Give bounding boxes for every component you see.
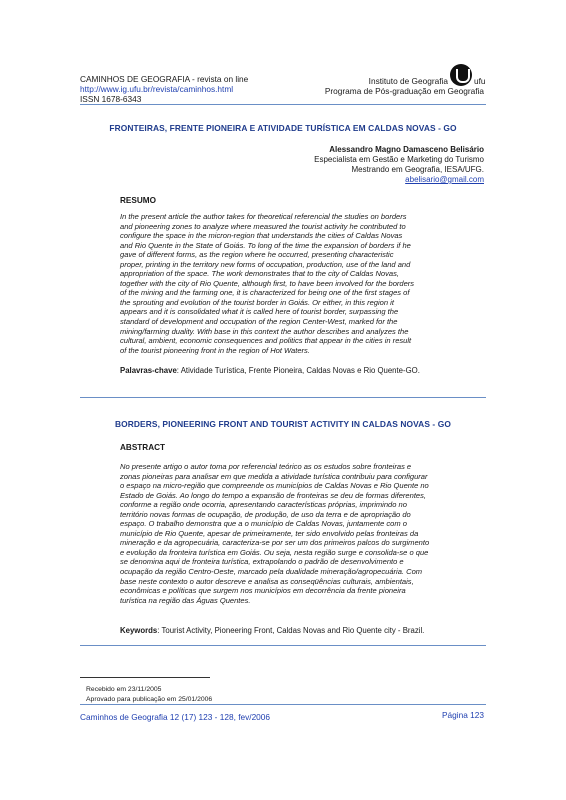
title-pt: FRONTEIRAS, FRENTE PIONEIRA E ATIVIDADE TURÍSTICA EM CALDAS NOVAS - GO [109, 123, 457, 133]
program-name: Programa de Pós-graduação em Geografia [324, 86, 484, 97]
keywords [120, 626, 424, 635]
logo-text: ufu [474, 76, 486, 86]
institute-name: Instituto de Geografia [368, 76, 448, 86]
journal-name: CAMINHOS DE GEOGRAFIA - revista on line [80, 74, 249, 84]
author-line-2: Mestrando em Geografia, IESA/UFG. [351, 165, 484, 174]
text-line: In the present article the author takes for theoretical referencial the studies on borders [120, 212, 407, 221]
resumo-heading: RESUMO [120, 196, 156, 205]
palavras-chave [120, 366, 420, 375]
text-line: turística na região das Águas Quentes. [120, 595, 251, 605]
text-line: o espaço na micro-região que compreende os municípios de Caldas Novas e Rio Quente no [120, 481, 429, 491]
text-line: No presente artigo o autor toma por referencial teórico as os estudos sobre fronteiras e [120, 462, 412, 471]
journal-header [80, 74, 248, 105]
abstract-body [120, 462, 448, 605]
abstract-heading: ABSTRACT [120, 443, 166, 452]
footnote [86, 685, 212, 704]
text-line: se denomina aqui de fronteira turística, extrapolando o padrão de desenvolvimento e [120, 557, 404, 567]
header-divider [80, 104, 486, 105]
title-en: BORDERS, PIONEERING FRONT AND TOURIST ACTIVITY IN CALDAS NOVAS - GO [115, 419, 451, 429]
keywords-text: : Tourist Activity, Pioneering Front, Caldas Novas and Rio Quente city - Brazil. [157, 626, 425, 635]
text-line: base neste contexto o autor descreve e analisa as conseqüências culturais, ambientais, [120, 576, 414, 586]
received-date: Recebido em 23/11/2005 [86, 686, 162, 693]
footnote-divider [80, 677, 210, 678]
author-line-1: Especialista em Gestão e Marketing do Turismo [314, 155, 484, 164]
text-line: the sprouting and evolution of the tourist border in Goiás. Or either, in this region it [120, 297, 394, 307]
palavras-chave-label: Palavras-chave [120, 366, 177, 375]
text-line: mining/farming duality. With base in this context the author describes and analyzes the [120, 326, 409, 336]
issn: ISSN 1678-6343 [80, 94, 142, 105]
text-line: configure the space in the micron-region that understands the cities of Caldas Novas [120, 231, 403, 241]
text-line: standard of development and occupation of the region Center-West, marked for the [120, 317, 398, 327]
footer-divider [80, 704, 486, 705]
text-line: território novas formas de ocupação, de produção, de uso da terra e de apropriação do [120, 509, 411, 519]
author-name: Alessandro Magno Damasceno Belisário [329, 145, 484, 154]
palavras-chave-text: : Atividade Turística, Frente Pioneira, Caldas Novas e Rio Quente-GO. [176, 366, 420, 375]
text-line: econômicas e políticas que surgem nos municípios em decorrência da frente pioneira [120, 586, 406, 596]
text-line: of the mining and the farming one, it is characterized for being one of the first stages of [120, 288, 410, 298]
text-line: Estado de Goiás. Ao longo do tempo a expansão de fronteiras se deu de formas diferentes, [120, 490, 426, 500]
text-line: proper, printing in the territory new forms of occupation, production, use of the land and [120, 259, 411, 269]
text-line: espaço. O trabalho demonstra que a o município de Caldas Novas, juntamente com o [120, 519, 407, 529]
text-line: mineração e da agropecuária, caracteriza-se por ser um dos primeiros palcos do surgimento [120, 538, 430, 548]
text-line: gave of different forms, as the region where he occurred, presenting characteristic [120, 250, 394, 260]
page-number: Página 123 [442, 710, 484, 720]
text-line: ocupação da região Centro-Oeste, marcado pela dualidade mineração/agropecuária. Com [120, 567, 423, 577]
author-email-link[interactable]: abelisario@gmail.com [405, 175, 484, 184]
keywords-label: Keywords [120, 626, 158, 635]
resumo-body [120, 212, 448, 355]
text-line: zonas pioneiras para analisar em que medida a atividade turística contribuiu para configurar [120, 471, 428, 481]
text-line: e evolução da fronteira turística em Goiás. Ou seja, nesta região surge e consolida-se o que [120, 547, 429, 557]
institute-header [325, 76, 484, 96]
text-line: cultural, ambient, economic consequences and politics that appear in the cities in result [120, 336, 412, 346]
text-line: conforme a região onde ocorria, apresentando características próprias, imprimindo no [120, 500, 407, 510]
text-line: appears and it is consolidated what it is called here of tourist border, surpassing the [120, 307, 399, 317]
citation-footer: Caminhos de Geografia 12 (17) 123 - 128, fev/2006 [80, 712, 271, 722]
journal-url-link[interactable]: http://www.ig.ufu.br/revista/caminhos.html [80, 84, 234, 95]
text-line: of the tourist pioneering front in the region of Hot Waters. [120, 345, 310, 355]
section-divider [80, 397, 486, 398]
text-line: and Rio Quente in the State of Goiás. To long of the time the expansion of borders if he [120, 240, 411, 250]
section-divider [80, 645, 486, 646]
text-line: município de Rio Quente, apesar de primeiramente, ter sido envolvido pelas fronteiras da [120, 528, 419, 538]
text-line: and pioneering zones to analyze where measured the tourist activity he contributed to [120, 221, 406, 231]
approved-date: Aprovado para publicação em 25/01/2006 [86, 695, 213, 703]
text-line: appropriation of the space. The work demonstrates that to the city of Caldas Novas, [120, 269, 399, 279]
text-line: together with the city of Rio Quente, although first, to have been involved for the borders [120, 278, 415, 288]
author-block [314, 145, 484, 185]
